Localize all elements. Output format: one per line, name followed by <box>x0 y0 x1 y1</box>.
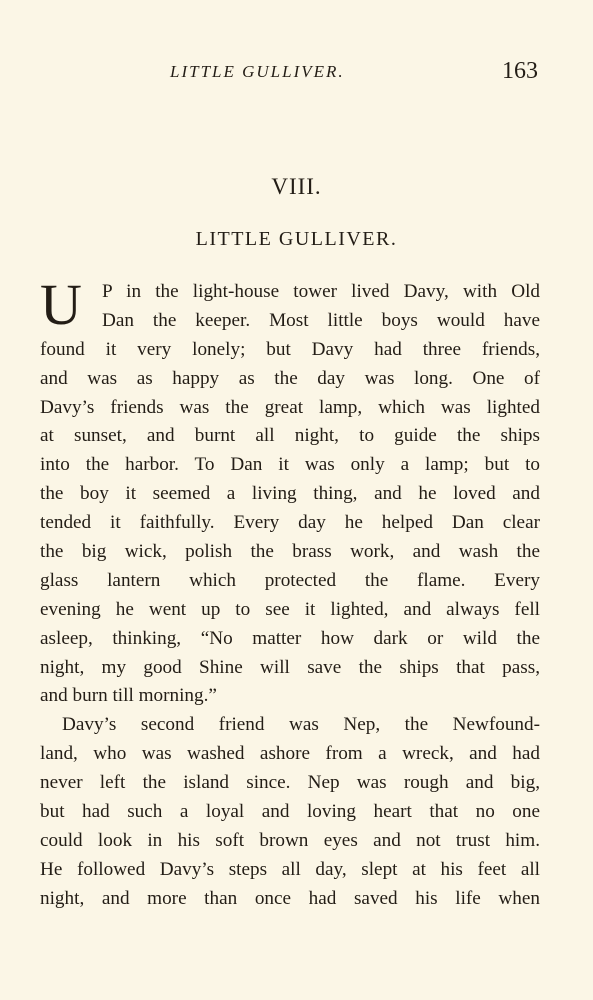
text-line: and was as happy as the day was long. One of <box>40 367 540 389</box>
text-line: the boy it seemed a living thing, and he loved and <box>40 483 540 505</box>
text-line: the big wick, polish the brass work, and wash the <box>40 541 540 563</box>
page-number: 163 <box>502 58 538 84</box>
text-line: Dan the keeper. Most little boys would have <box>102 309 540 331</box>
body-text <box>40 272 540 914</box>
text-line: never left the island since. Nep was rough and big, <box>40 772 540 794</box>
text-line: P in the light-house tower lived Davy, with Old <box>102 281 540 302</box>
text-line: Davy’s second friend was Nep, the Newfound- <box>62 714 540 736</box>
text-line: asleep, thinking, “No matter how dark or wild the <box>40 627 540 649</box>
text-line: glass lantern which protected the flame. Every <box>40 569 540 591</box>
text-line: night, and more than once had saved his life when <box>40 887 540 909</box>
text-line: night, my good Shine will save the ships that pass, <box>40 656 540 678</box>
text-line: tended it faithfully. Every day he helped Dan clear <box>40 512 540 534</box>
text-line: Davy’s friends was the great lamp, which was lighted <box>40 396 540 418</box>
text-line: but had such a loyal and loving heart that no one <box>40 801 540 823</box>
text-line: could look in his soft brown eyes and not trust him. <box>40 829 540 851</box>
text-line: He followed Davy’s steps all day, slept at his feet all <box>40 858 540 880</box>
text-line: evening he went up to see it lighted, and always fell <box>40 598 540 620</box>
chapter-number: VIII. <box>271 174 322 199</box>
running-head <box>40 58 540 92</box>
text-line: at sunset, and burnt all night, to guide the ships <box>40 425 540 447</box>
chapter-title: LITTLE GULLIVER. <box>195 228 398 250</box>
text-line: found it very lonely; but Davy had three friends, <box>40 338 540 360</box>
text-line: into the harbor. To Dan it was only a lamp; but to <box>40 454 540 476</box>
drop-cap: U <box>40 272 82 337</box>
text-line: and burn till morning.” <box>40 685 217 707</box>
running-title: LITTLE GULLIVER. <box>170 62 345 81</box>
text-line: land, who was washed ashore from a wreck, and had <box>40 743 540 765</box>
